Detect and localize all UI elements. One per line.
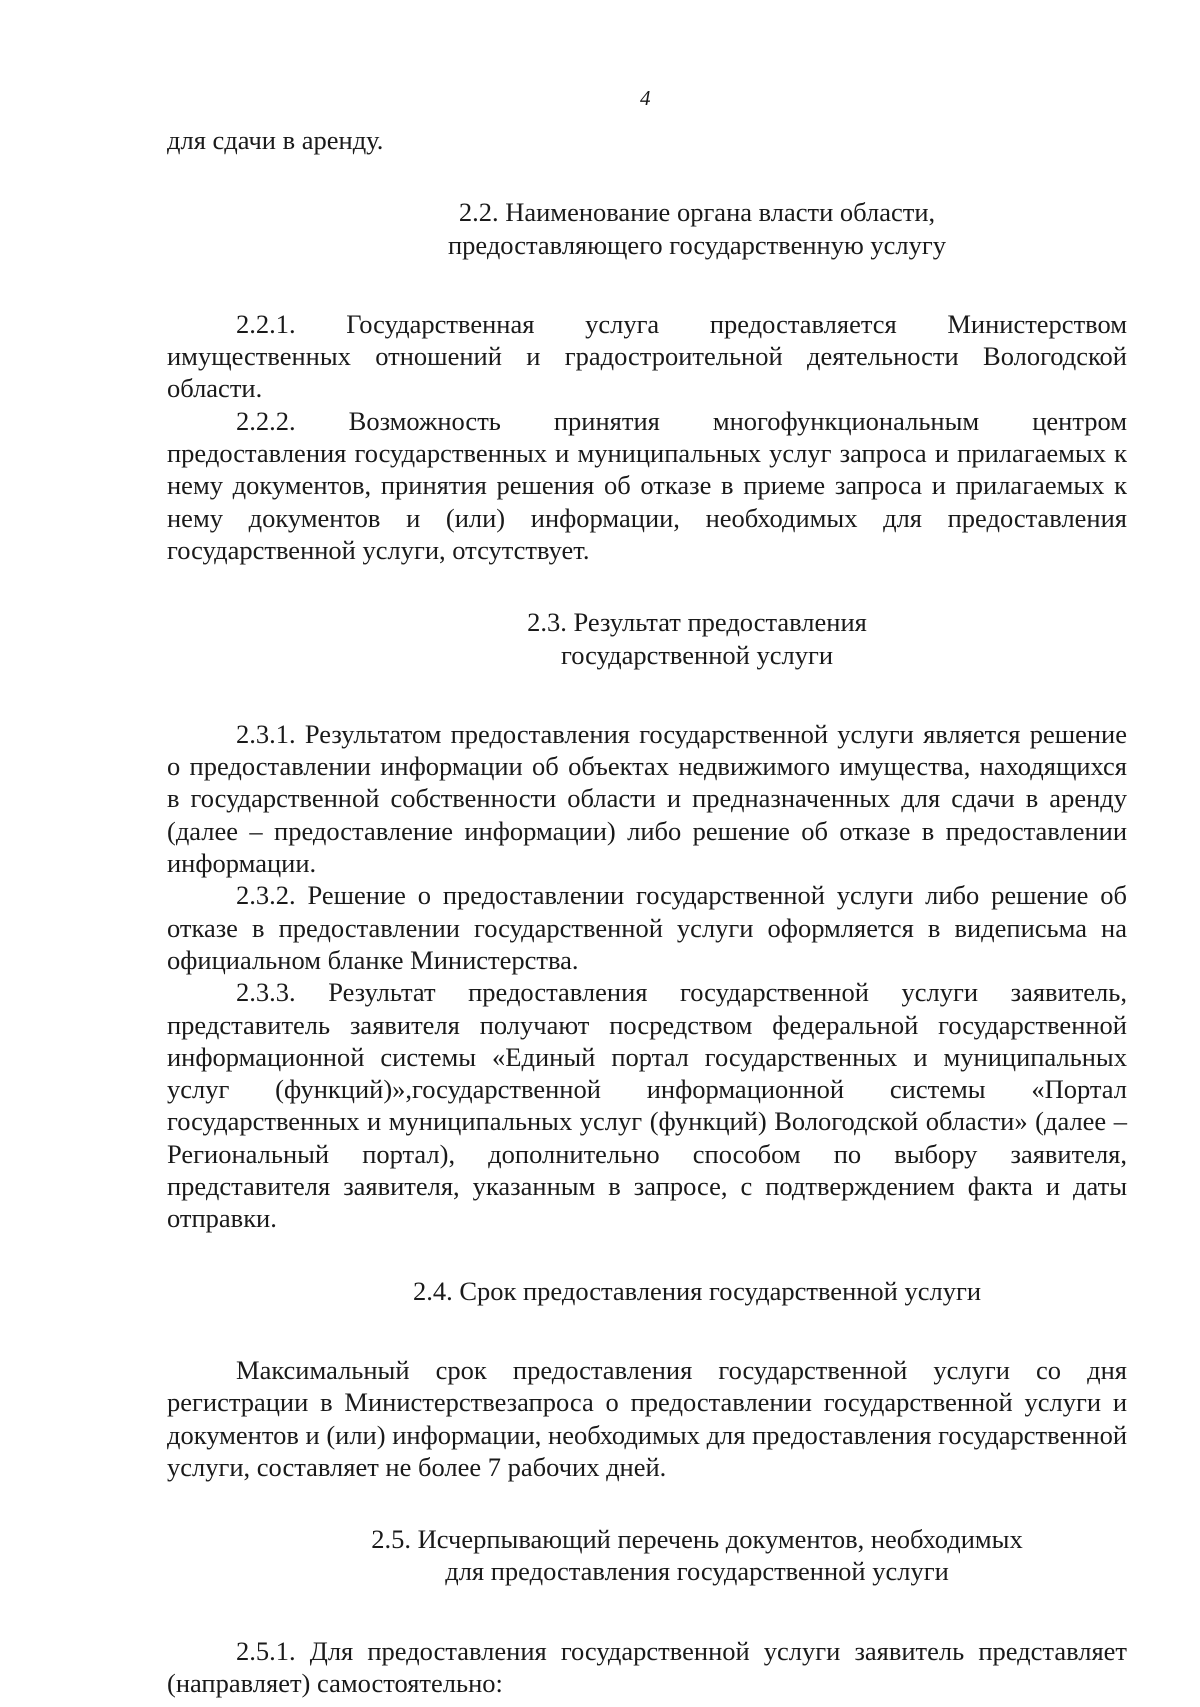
heading-2-4: 2.4. Срок предоставления государственной услуги (412, 1275, 982, 1306)
heading-2-2-line1: 2.2. Наименование органа власти области, (458, 197, 936, 228)
heading-2-2-line2: предоставляющего государственную услугу (447, 229, 946, 260)
page-number: 4 (640, 86, 651, 110)
paragraph-2-3-3: 2.3.3. Результат предоставления государственной услуги заявитель, представитель заявителя получают посредством федеральной государственной информационной системы «Единый портал государственных и муниципальных услуг (функций)»,государственной информационной системы «Портал государственных и муниципальных услуг (функций) Вологодской области» (далее – Региональный портал), дополнительно способом по выбору заявителя, представителя заявителя, указанным в запросе, с подтверждением факта и даты отправки. (167, 977, 1127, 1234)
heading-2-5-line1: 2.5. Исчерпывающий перечень документов, необходимых (371, 1524, 1023, 1555)
heading-2-5-line2: для предоставления государственной услуги (445, 1556, 949, 1587)
paragraph-2-2-2: 2.2.2. Возможность принятия многофункциональным центром предоставления государственных и муниципальных услуг запроса и прилагаемых к нему документов, принятия решения об отказе в приеме запроса и прилагаемых к нему документов и (или) информации, необходимых для предоставления государственной услуги, отсутствует. (167, 405, 1127, 565)
paragraph-2-4: Максимальный срок предоставления государственной услуги со дня регистрации в Министерствезапроса о предоставлении государственной услуги и документов и (или) информации, необходимых для предоставления государственной услуги, составляет не более 7 рабочих дней. (167, 1354, 1127, 1482)
paragraph-2-3-1: 2.3.1. Результатом предоставления государственной услуги является решение о предоставлении информации об объектах недвижимого имущества, находящихся в государственной собственности области и предназначенных для сдачи в аренду (далее – предоставление информации) либо решение об отказе в предоставлении информации. (167, 718, 1127, 879)
paragraph-2-3-2: 2.3.2. Решение о предоставлении государственной услуги либо решение об отказе в предоставлении государственной услуги оформляется в видеписьма на официальном бланке Министерства. (167, 880, 1127, 975)
paragraph-2-5-1: 2.5.1. Для предоставления государственной услуги заявитель представляет (направляет) самостоятельно: (167, 1635, 1127, 1698)
paragraph-continuation: для сдачи в аренду. (167, 125, 384, 155)
document-body (167, 124, 1127, 1699)
heading-2-3-line1: 2.3. Результат предоставления (527, 607, 867, 638)
heading-2-3-line2: государственной услуги (560, 639, 834, 670)
paragraph-2-2-1: 2.2.1. Государственная услуга предоставляется Министерством имущественных отношений и градостроительной деятельности Вологодской области. (167, 308, 1127, 404)
